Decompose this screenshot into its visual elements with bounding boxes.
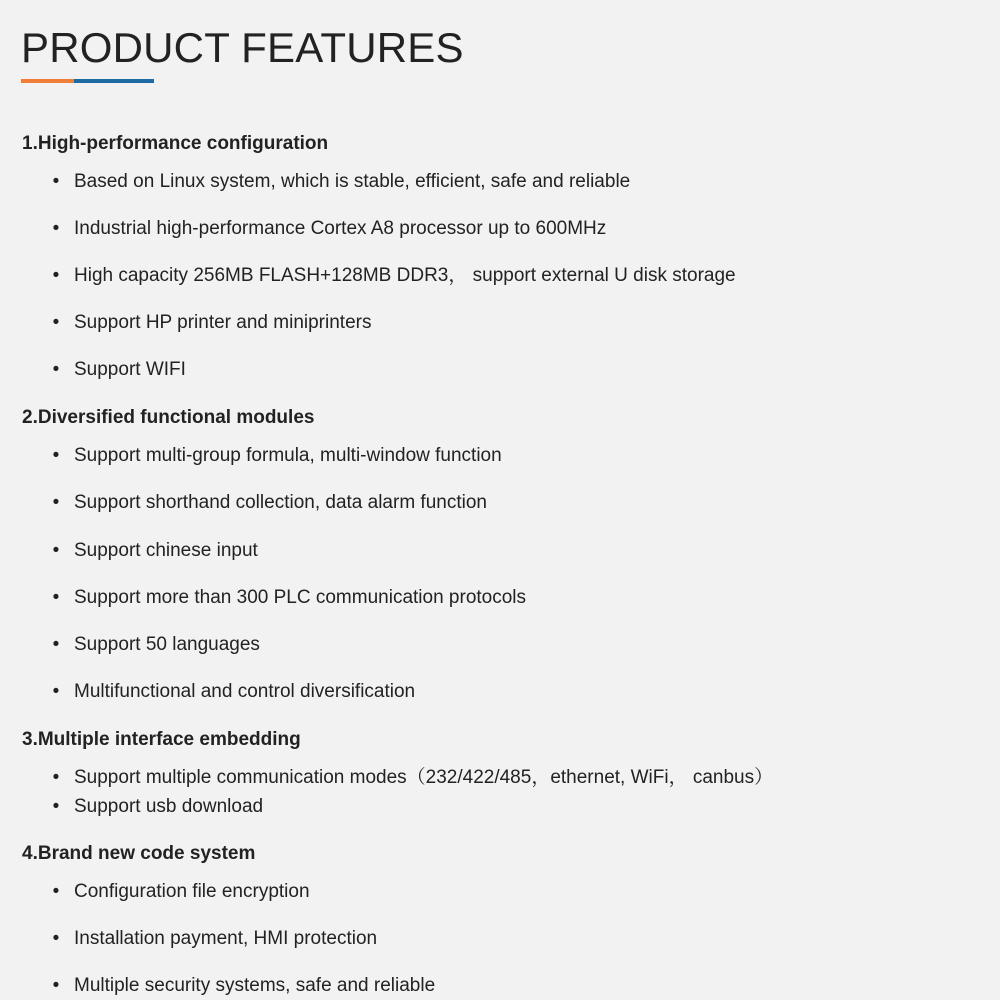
bullet-icon: •	[52, 881, 60, 902]
bullet-icon: •	[52, 587, 60, 608]
bullet-icon: •	[52, 492, 60, 513]
bullet-icon: •	[52, 540, 60, 561]
bullet-icon: •	[52, 171, 60, 192]
underline-blue-segment	[74, 79, 154, 83]
bullet-icon: •	[52, 681, 60, 702]
bullet-icon: •	[52, 928, 60, 949]
section-heading-3: 3.Multiple interface embedding	[22, 729, 301, 750]
section-heading-4: 4.Brand new code system	[22, 843, 256, 864]
bullet-icon: •	[52, 975, 60, 996]
bullet-icon: •	[52, 445, 60, 466]
bullet-icon: •	[52, 359, 60, 380]
bullet-icon: •	[52, 218, 60, 239]
bullet-icon: •	[52, 265, 60, 286]
bullet-icon: •	[52, 634, 60, 655]
bullet-icon: •	[52, 796, 60, 817]
bullet-icon: •	[52, 312, 60, 333]
section-heading-2: 2.Diversified functional modules	[22, 407, 315, 428]
section-heading-1: 1.High-performance configuration	[22, 133, 329, 154]
page-title: PRODUCT FEATURES	[21, 24, 464, 71]
underline-orange-segment	[21, 79, 74, 83]
title-underline	[21, 79, 154, 83]
bullet-icon: •	[52, 767, 60, 788]
